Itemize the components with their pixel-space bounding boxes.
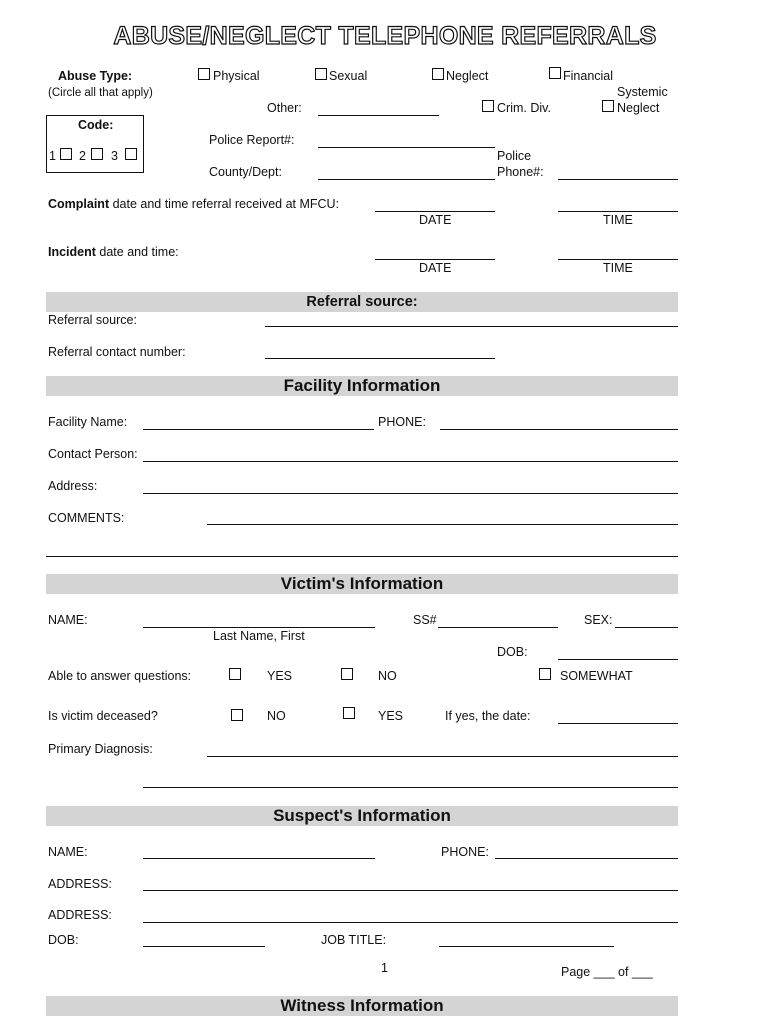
suspect-address-field-2[interactable]	[143, 922, 678, 923]
able-to-answer-label: Able to answer questions:	[48, 669, 192, 683]
victim-ss-label: SS#	[413, 613, 437, 627]
police-phone-label-2: Phone#:	[497, 165, 544, 179]
police-phone-label-1: Police	[497, 149, 532, 163]
able-no-label: NO	[378, 669, 397, 683]
incident-label: Incident date and time:	[48, 245, 179, 259]
code-option-1-checkbox[interactable]	[60, 148, 72, 160]
referral-source-label: Referral source:	[48, 313, 137, 327]
financial-label: Financial	[563, 69, 614, 83]
other-label: Other:	[267, 101, 302, 115]
county-dept-label: County/Dept:	[209, 165, 282, 179]
facility-name-field[interactable]	[143, 429, 374, 430]
victim-name-hint: Last Name, First	[213, 629, 305, 643]
witness-header: Witness Information	[46, 996, 678, 1016]
financial-checkbox[interactable]	[549, 67, 561, 79]
abuse-type-hint: (Circle all that apply)	[48, 87, 153, 99]
police-report-field[interactable]	[318, 147, 495, 148]
able-yes-label: YES	[267, 669, 293, 683]
crim-div-label: Crim. Div.	[497, 101, 551, 115]
complaint-date-field[interactable]	[375, 211, 495, 212]
suspect-job-title-field[interactable]	[439, 946, 614, 947]
page-number: 1	[381, 961, 388, 975]
victim-name-field[interactable]	[143, 627, 375, 628]
suspect-name-label: NAME:	[48, 845, 88, 859]
abuse-type-label: Abuse Type:	[58, 69, 133, 83]
code-option-3-label: 3	[111, 149, 118, 163]
code-label: Code:	[78, 118, 114, 132]
suspect-dob-label: DOB:	[48, 933, 79, 947]
primary-diagnosis-field-1[interactable]	[207, 756, 678, 757]
facility-name-label: Facility Name:	[48, 415, 128, 429]
deceased-yes-label: YES	[378, 709, 404, 723]
referral-source-header: Referral source:	[46, 292, 678, 312]
suspect-dob-field[interactable]	[143, 946, 265, 947]
deceased-label: Is victim deceased?	[48, 709, 158, 723]
sexual-label: Sexual	[329, 69, 368, 83]
victim-dob-label: DOB:	[497, 645, 528, 659]
contact-person-label: Contact Person:	[48, 447, 138, 461]
primary-diagnosis-label: Primary Diagnosis:	[48, 742, 153, 756]
code-option-2-checkbox[interactable]	[91, 148, 103, 160]
facility-address-label: Address:	[48, 479, 98, 493]
victim-sex-field[interactable]	[615, 627, 678, 628]
facility-header: Facility Information	[46, 376, 678, 396]
able-yes-checkbox[interactable]	[229, 668, 241, 680]
suspect-header: Suspect's Information	[46, 806, 678, 826]
suspect-phone-field[interactable]	[495, 858, 678, 859]
referral-contact-field[interactable]	[265, 358, 495, 359]
neglect-checkbox[interactable]	[432, 68, 444, 80]
physical-checkbox[interactable]	[198, 68, 210, 80]
physical-label: Physical	[213, 69, 260, 83]
victim-name-label: NAME:	[48, 613, 88, 627]
incident-time-caption: TIME	[603, 261, 633, 275]
deceased-no-label: NO	[267, 709, 286, 723]
complaint-time-caption: TIME	[603, 213, 633, 227]
deceased-date-field[interactable]	[558, 723, 678, 724]
victim-header: Victim's Information	[46, 574, 678, 594]
suspect-phone-label: PHONE:	[441, 845, 489, 859]
police-report-label: Police Report#:	[209, 133, 295, 147]
able-somewhat-label: SOMEWHAT	[560, 669, 633, 683]
referral-contact-label: Referral contact number:	[48, 345, 186, 359]
comments-label: COMMENTS:	[48, 511, 125, 525]
able-no-checkbox[interactable]	[341, 668, 353, 680]
deceased-date-label: If yes, the date:	[445, 709, 531, 723]
deceased-yes-checkbox[interactable]	[343, 707, 355, 719]
suspect-job-title-label: JOB TITLE:	[321, 933, 387, 947]
code-option-2-label: 2	[79, 149, 86, 163]
comments-field-1[interactable]	[207, 524, 678, 525]
primary-diagnosis-field-2[interactable]	[143, 787, 678, 788]
county-dept-field[interactable]	[318, 179, 495, 180]
sexual-checkbox[interactable]	[315, 68, 327, 80]
facility-phone-label: PHONE:	[378, 415, 426, 429]
suspect-address-label-1: ADDRESS:	[48, 877, 112, 891]
facility-address-field[interactable]	[143, 493, 678, 494]
complaint-time-field[interactable]	[558, 211, 678, 212]
neglect-label: Neglect	[446, 69, 489, 83]
victim-ss-field[interactable]	[438, 627, 558, 628]
suspect-address-label-2: ADDRESS:	[48, 908, 112, 922]
victim-sex-label: SEX:	[584, 613, 613, 627]
suspect-address-field-1[interactable]	[143, 890, 678, 891]
incident-time-field[interactable]	[558, 259, 678, 260]
systemic-label-2: Neglect	[617, 101, 660, 115]
referral-source-field[interactable]	[265, 326, 678, 327]
code-option-3-checkbox[interactable]	[125, 148, 137, 160]
police-phone-field[interactable]	[558, 179, 678, 180]
able-somewhat-checkbox[interactable]	[539, 668, 551, 680]
systemic-label-1: Systemic	[617, 85, 668, 99]
complaint-label: Complaint date and time referral received at MFCU:	[48, 197, 340, 211]
code-option-1-label: 1	[49, 149, 56, 163]
deceased-no-checkbox[interactable]	[231, 709, 243, 721]
crim-div-checkbox[interactable]	[482, 100, 494, 112]
comments-field-2[interactable]	[46, 556, 678, 557]
contact-person-field[interactable]	[143, 461, 678, 462]
facility-phone-field[interactable]	[440, 429, 678, 430]
form-title: ABUSE/NEGLECT TELEPHONE REFERRALS	[113, 22, 657, 50]
systemic-neglect-checkbox[interactable]	[602, 100, 614, 112]
page-of-text: Page ___ of ___	[561, 965, 653, 979]
complaint-date-caption: DATE	[419, 213, 452, 227]
incident-date-field[interactable]	[375, 259, 495, 260]
suspect-name-field[interactable]	[143, 858, 375, 859]
incident-date-caption: DATE	[419, 261, 452, 275]
victim-dob-field[interactable]	[558, 659, 678, 660]
other-field[interactable]	[318, 115, 439, 116]
